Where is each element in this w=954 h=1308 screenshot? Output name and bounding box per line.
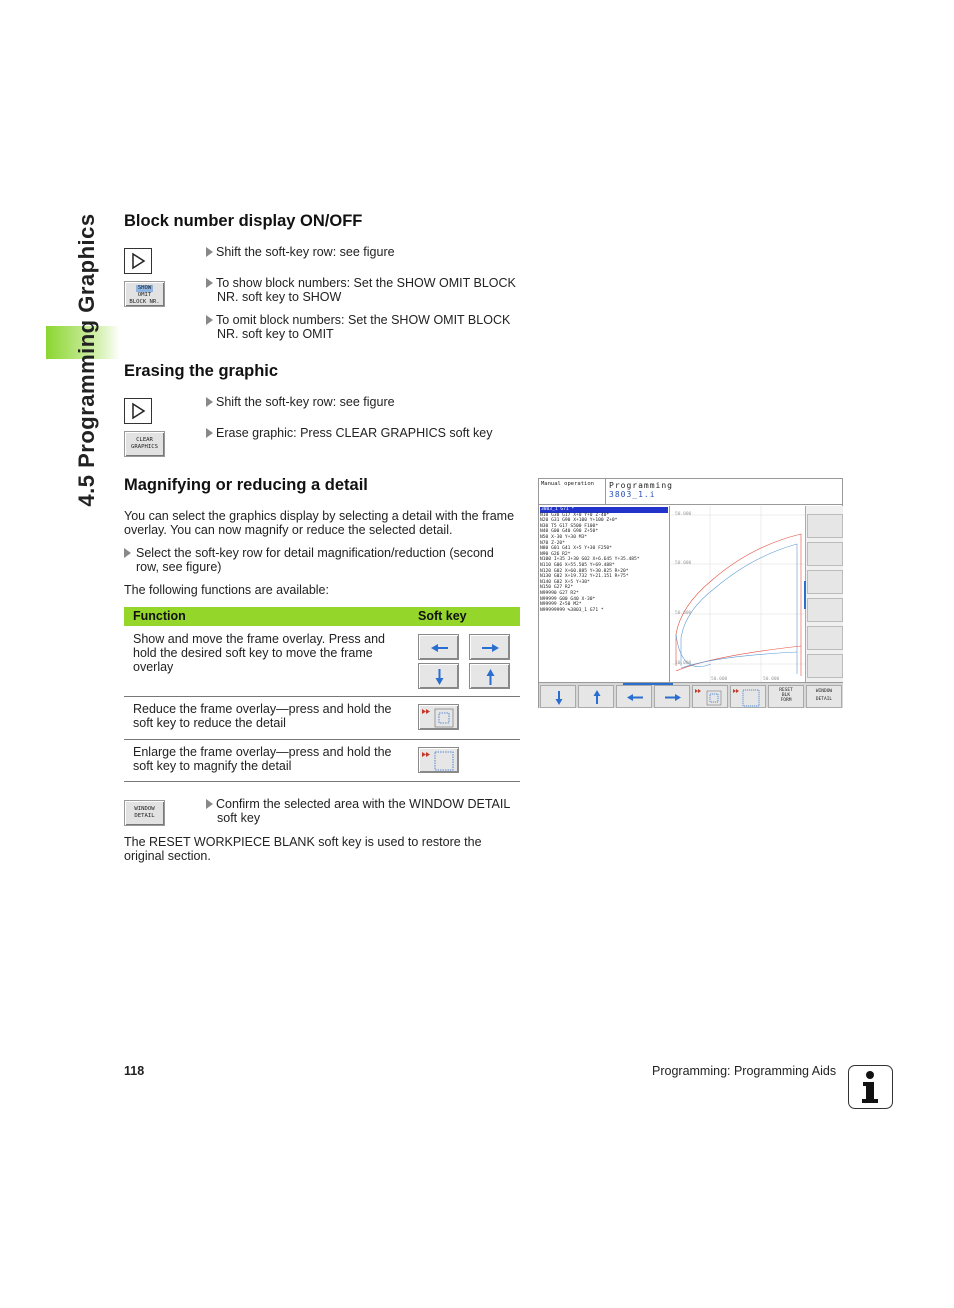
sk-window-detail: WINDOW DETAIL <box>806 685 842 708</box>
program-line: N99999 Z+50 M2* <box>540 602 582 608</box>
vertical-softkey <box>807 542 843 566</box>
sk-reduce-icon <box>692 685 728 708</box>
table-divider <box>124 696 520 697</box>
program-file-name: 3803_1.i <box>609 490 656 499</box>
vertical-softkey-bar <box>805 506 843 682</box>
chapter-title-vertical: 4.5 Programming Graphics <box>74 213 99 507</box>
heading-magnify-reduce: Magnifying or reducing a detail <box>124 476 368 494</box>
program-line: N99999999 %3803_1 G71 * <box>540 607 604 613</box>
vertical-softkey <box>807 654 843 678</box>
y-tick-label: 50.000 <box>675 512 692 517</box>
horizontal-softkey-bar <box>539 682 843 708</box>
heading-erasing-graphic: Erasing the graphic <box>124 362 279 380</box>
info-icon <box>848 1065 893 1109</box>
x-tick-label: 50.000 <box>711 677 728 682</box>
step-omit-block-numbers: To omit block numbers: Set the SHOW OMIT BLOCK NR. soft key to OMIT <box>216 313 510 341</box>
scroll-indicator <box>804 581 806 609</box>
x-tick-label: 50.000 <box>763 677 780 682</box>
program-line: N120 G02 X+60.885 Y+30.825 R+20* <box>540 568 629 574</box>
page-number: 118 <box>124 1064 145 1078</box>
mode-right-label: Programming <box>609 481 673 490</box>
step-confirm-window-detail: Confirm the selected area with the WINDOW DETAIL soft key <box>216 797 510 825</box>
mode-left-label: Manual operation <box>539 479 606 505</box>
table-row-move-frame: Show and move the frame overlay. Press and hold the desired soft key to move the frame overlay <box>133 632 385 674</box>
step-show-block-numbers: To show block numbers: Set the SHOW OMIT BLOCK NR. soft key to SHOW <box>216 276 516 304</box>
arrow-up-softkey <box>469 663 510 689</box>
sk-reset-blk-form: RESET BLK FORM <box>768 685 804 708</box>
arrow-left-softkey <box>418 634 459 660</box>
program-line: N110 G06 X+55.505 Y+69.488* <box>540 562 615 568</box>
graphics-panel <box>671 506 805 682</box>
sk-enlarge-icon <box>730 685 766 708</box>
col-softkey-header: Soft key <box>418 609 467 623</box>
vertical-softkey <box>807 626 843 650</box>
clear-graphics-softkey: CLEAR GRAPHICS <box>124 431 165 457</box>
program-line: N40 G00 G40 G90 Z+50* <box>540 529 599 535</box>
sk-arrow-down-icon <box>540 685 576 708</box>
contour-graphic <box>671 506 805 682</box>
program-listing <box>539 506 670 682</box>
program-line: N20 G31 G90 X+100 Y+100 Z+0* <box>540 518 618 524</box>
sk-arrow-up-icon <box>578 685 614 708</box>
table-row-reduce-frame: Reduce the frame overlay—press and hold the soft key to reduce the detail <box>133 702 392 730</box>
show-omit-block-nr-softkey: SHOW OMIT BLOCK NR. <box>124 281 165 307</box>
function-table-header <box>124 607 520 626</box>
vertical-softkey <box>807 598 843 622</box>
vertical-softkey <box>807 514 843 538</box>
program-line-current: 3803_1 G71 * <box>540 507 668 513</box>
vertical-softkey <box>807 570 843 594</box>
arrow-right-softkey <box>469 634 510 660</box>
sk-arrow-left-icon <box>616 685 652 708</box>
table-divider <box>124 739 520 740</box>
program-line: N70 Z-20* <box>540 540 565 546</box>
tnc-screen-figure <box>538 478 843 708</box>
program-line: N90 G26 R2* <box>540 551 571 557</box>
program-line: N99999 G00 G40 X-30* <box>540 596 596 602</box>
program-line: N30 T5 G17 S500 F100* <box>540 523 599 529</box>
sk-arrow-right-icon <box>654 685 690 708</box>
window-detail-softkey: WINDOW DETAIL <box>124 800 165 826</box>
softkey-row-arrow-icon <box>124 248 152 274</box>
table-bottom-line <box>124 781 520 782</box>
softkey-row-arrow-icon <box>124 398 152 424</box>
step-select-softkey-row: Select the soft-key row for detail magnification/reduction (second row, see figure) <box>136 546 494 574</box>
step-shift-softkey-row: Shift the soft-key row: see figure <box>216 245 395 259</box>
step-shift-softkey-row-2: Shift the soft-key row: see figure <box>216 395 395 409</box>
program-line: N99990 G27 R2* <box>540 590 579 596</box>
program-line: N150 G27 R2* <box>540 585 574 591</box>
intro-paragraph: You can select the graphics display by selecting a detail with the frame overlay. You can now magnify or reduce the selected detail. <box>124 509 515 537</box>
program-line: N50 X-30 Y+30 M3* <box>540 534 588 540</box>
program-line: N10 G30 G17 X+0 Y+0 Z-40* <box>540 512 610 518</box>
arrow-down-softkey <box>418 663 459 689</box>
heading-block-number-display: Block number display ON/OFF <box>124 212 363 230</box>
reduce-frame-softkey <box>418 704 459 730</box>
y-tick-label: 50.000 <box>675 611 692 616</box>
program-line: N140 G02 X+5 Y+30* <box>540 579 590 585</box>
program-line: N130 G02 X+19.732 Y+21.151 R+75* <box>540 574 629 580</box>
program-line: N100 I+35 J+30 G02 X+6.645 Y+35.485* <box>540 557 640 563</box>
col-function-header: Function <box>133 609 186 623</box>
enlarge-frame-softkey <box>418 747 459 773</box>
program-line: N80 G01 G41 X+5 Y+30 F250* <box>540 546 612 552</box>
footer-chapter-title: Programming: Programming Aids <box>652 1064 837 1078</box>
y-tick-label: 50.000 <box>675 661 692 666</box>
mode-right-panel <box>606 479 843 505</box>
reset-blank-paragraph: The RESET WORKPIECE BLANK soft key is used to restore the original section. <box>124 835 482 863</box>
y-tick-label: 50.000 <box>675 561 692 566</box>
table-row-enlarge-frame: Enlarge the frame overlay—press and hold the soft key to magnify the detail <box>133 745 392 773</box>
step-erase-graphic: Erase graphic: Press CLEAR GRAPHICS soft key <box>216 426 492 440</box>
following-functions-text: The following functions are available: <box>124 583 329 597</box>
